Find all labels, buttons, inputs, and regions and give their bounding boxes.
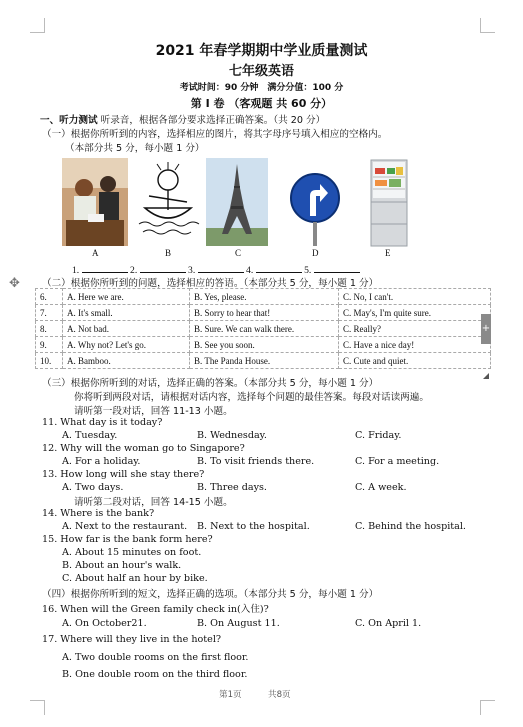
question-number: 8. xyxy=(36,321,63,337)
crop-mark-bottom-right xyxy=(480,700,495,715)
question-number: 10. xyxy=(36,353,63,369)
part3-dialog2-note: 请听第二段对话，回答 14-15 小题。 xyxy=(74,497,233,508)
blank-number-4: 4. xyxy=(246,265,254,276)
q14-option-b: B. Next to the hospital. xyxy=(197,521,310,532)
crop-mark-top-right xyxy=(480,18,495,33)
table-row xyxy=(36,305,491,321)
q12-option-c: C. For a meeting. xyxy=(355,456,440,467)
option-c: C. No, I can't. xyxy=(339,289,491,305)
q11-option-b: B. Wednesday. xyxy=(197,430,267,441)
q15-option-b: B. About an hour's walk. xyxy=(62,560,182,571)
option-a: A. Not bad. xyxy=(63,321,190,337)
picture-label-b: B xyxy=(165,248,172,258)
q15-option-c: C. About half an hour by bike. xyxy=(62,573,208,584)
q14-option-c: C. Behind the hospital. xyxy=(355,521,466,532)
exam-info: 考试时间：90 分钟 满分分值：100 分 xyxy=(179,83,344,93)
table-row xyxy=(36,353,491,369)
q11-option-c: C. Friday. xyxy=(355,430,402,441)
option-c: C. Really? xyxy=(339,321,491,337)
option-c: C. Cute and quiet. xyxy=(339,353,491,369)
exam-subtitle: 七年级英语 xyxy=(228,64,294,79)
picture-label-a: A xyxy=(92,248,99,258)
blank-number-2: 2. xyxy=(130,265,138,276)
q17-option-a: A. Two double rooms on the first floor. xyxy=(62,652,249,663)
table-row xyxy=(36,321,491,337)
option-b: B. See you soon. xyxy=(190,337,339,353)
volume-heading: 第 I 卷 （客观题 共 60 分） xyxy=(190,97,333,110)
q12-option-a: A. For a holiday. xyxy=(62,456,141,467)
refrigerator-photo xyxy=(367,158,411,248)
blank-number-1: 1. xyxy=(72,265,80,276)
eiffel-tower-photo xyxy=(206,158,268,246)
option-b: B. Sure. We can walk there. xyxy=(190,321,339,337)
question-number: 7. xyxy=(36,305,63,321)
part1-title: （一）根据你所听到的内容，选择相应的图片，将其字母序号填入相应的空格内。 xyxy=(42,129,388,140)
option-a: A. Why not? Let's go. xyxy=(63,337,190,353)
part3-title: （三）根据你所听到的对话，选择正确的答案。（本部分共 5 分，每小题 1 分） xyxy=(42,378,379,389)
exam-title: 2021 年春学期期中学业质量测试 xyxy=(155,43,368,59)
part1-note: （本部分共 5 分，每小题 1 分） xyxy=(65,143,205,154)
question-12: 12. Why will the woman go to Singapore? xyxy=(42,443,245,454)
question-15: 15. How far is the bank form here? xyxy=(42,534,213,545)
section-heading xyxy=(40,112,325,126)
options-table xyxy=(35,288,491,369)
q13-option-c: C. A week. xyxy=(355,482,407,493)
picture-label-d: D xyxy=(312,248,319,258)
part3-note: 你将听到两段对话，请根据对话内容，选择每个问题的最佳答案。每段对话读两遍。 xyxy=(74,392,429,403)
table-row xyxy=(36,289,491,305)
boy-in-boat-drawing xyxy=(135,158,201,246)
part3-dialog1-note: 请听第一段对话，回答 11-13 小题。 xyxy=(74,406,233,417)
answer-blank-4[interactable] xyxy=(256,263,302,273)
option-b: B. Sorry to hear that! xyxy=(190,305,339,321)
question-number: 9. xyxy=(36,337,63,353)
option-b: B. The Panda House. xyxy=(190,353,339,369)
option-c: C. May's, I'm quite sure. xyxy=(339,305,491,321)
q16-option-b: B. On August 11. xyxy=(197,618,280,629)
picture-label-c: C xyxy=(235,248,242,258)
answer-blank-1[interactable] xyxy=(82,263,128,273)
part2-title: （二）根据你所听到的问题，选择相应的答语。（本部分共 5 分，每小题 1 分） xyxy=(42,278,379,289)
question-16: 16. When will the Green family check in(入住)? xyxy=(42,604,269,615)
option-a: A. It's small. xyxy=(63,305,190,321)
question-17: 17. Where will they live in the hotel? xyxy=(42,634,222,645)
move-handle-icon[interactable]: ✥ xyxy=(9,276,20,291)
page-total: 共8页 xyxy=(268,690,291,700)
turn-right-sign xyxy=(288,158,342,246)
page-number: 第1页 xyxy=(219,690,242,700)
q14-option-a: A. Next to the restaurant. xyxy=(62,521,188,532)
q17-option-b: B. One double room on the third floor. xyxy=(62,669,248,680)
table-resize-icon[interactable] xyxy=(483,373,489,379)
picture-label-e: E xyxy=(385,248,391,258)
q16-option-c: C. On April 1. xyxy=(355,618,422,629)
blank-number-3: 3. xyxy=(188,265,196,276)
answer-blank-5[interactable] xyxy=(314,263,360,273)
answer-blank-2[interactable] xyxy=(140,263,186,273)
crop-mark-top-left xyxy=(30,18,45,33)
question-number: 6. xyxy=(36,289,63,305)
q15-option-a: A. About 15 minutes on foot. xyxy=(62,547,202,558)
answer-blank-3[interactable] xyxy=(198,263,244,273)
q12-option-b: B. To visit friends there. xyxy=(197,456,315,467)
table-row xyxy=(36,337,491,353)
question-11: 11. What day is it today? xyxy=(42,417,163,428)
q13-option-a: A. Two days. xyxy=(62,482,124,493)
question-13: 13. How long will she stay there? xyxy=(42,469,205,480)
q11-option-a: A. Tuesday. xyxy=(62,430,118,441)
table-add-column-icon[interactable]: + xyxy=(481,314,491,344)
question-14: 14. Where is the bank? xyxy=(42,508,155,519)
people-at-table-photo xyxy=(62,158,128,246)
q16-option-a: A. On October21. xyxy=(62,618,147,629)
q13-option-b: B. Three days. xyxy=(197,482,267,493)
option-b: B. Yes, please. xyxy=(190,289,339,305)
crop-mark-bottom-left xyxy=(30,700,45,715)
option-a: A. Here we are. xyxy=(63,289,190,305)
section-instruction: 听录音，根据各部分要求选择正确答案。（共 20 分） xyxy=(97,115,326,126)
part4-title: （四）根据你所听到的短文，选择正确的选项。（本部分共 5 分，每小题 1 分） xyxy=(42,589,379,600)
section-label: 一、听力测试 xyxy=(40,115,98,126)
blank-number-5: 5. xyxy=(304,265,312,276)
option-a: A. Bamboo. xyxy=(63,353,190,369)
option-c: C. Have a nice day! xyxy=(339,337,491,353)
